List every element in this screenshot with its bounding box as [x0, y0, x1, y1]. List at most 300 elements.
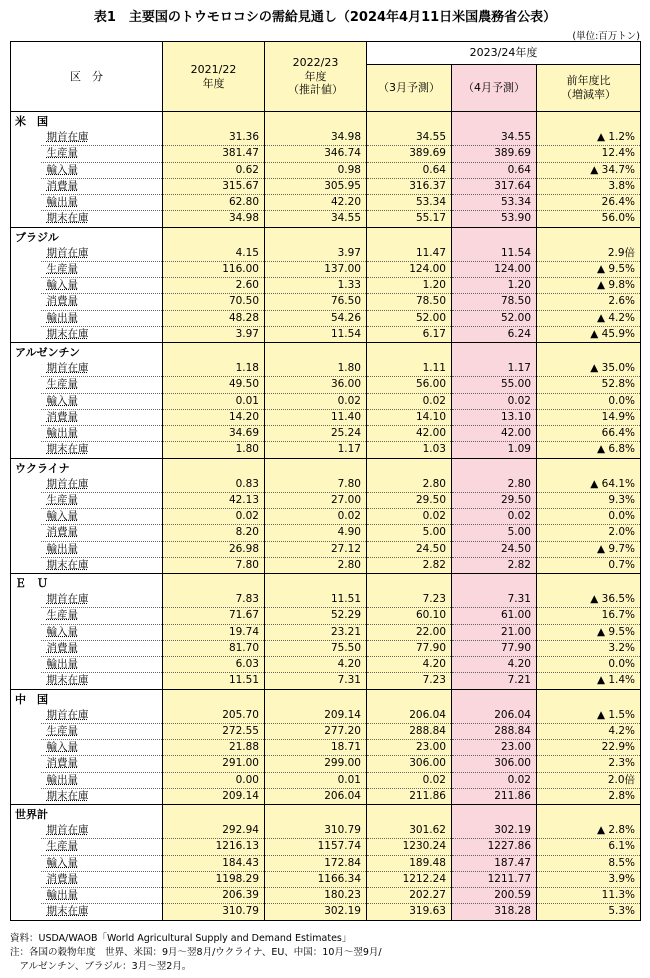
value-2021-22: 1.18 — [163, 361, 265, 377]
country-header-cell — [537, 805, 641, 824]
value-change: 5.3% — [537, 904, 641, 920]
row-indent — [11, 904, 41, 920]
table-row — [11, 509, 641, 525]
row-label: 輸出量 — [41, 541, 163, 557]
table-row — [11, 326, 641, 342]
table-row — [11, 657, 641, 673]
country-header-row — [11, 689, 641, 708]
value-2022-23: 137.00 — [265, 261, 367, 277]
unit-label: (単位:百万トン) — [572, 31, 640, 42]
table-header — [11, 42, 641, 112]
row-label: 生産量 — [41, 723, 163, 739]
value-2022-23: 34.55 — [265, 211, 367, 227]
row-indent — [11, 657, 41, 673]
value-2022-23: 302.19 — [265, 904, 367, 920]
value-2022-23: 76.50 — [265, 294, 367, 310]
row-indent — [11, 608, 41, 624]
value-march: 53.34 — [367, 195, 452, 211]
table-row — [11, 888, 641, 904]
row-label: 期首在庫 — [41, 130, 163, 146]
value-march: 77.90 — [367, 640, 452, 656]
country-name: アルゼンチン — [11, 343, 163, 362]
value-2021-22: 2.60 — [163, 278, 265, 294]
value-2022-23: 7.80 — [265, 477, 367, 493]
value-change: 8.5% — [537, 855, 641, 871]
value-2022-23: 310.79 — [265, 823, 367, 839]
value-change: ▲ 1.4% — [537, 673, 641, 689]
table-row — [11, 361, 641, 377]
country-header-cell — [265, 343, 367, 362]
value-april: 389.69 — [452, 146, 537, 162]
value-2021-22: 315.67 — [163, 178, 265, 194]
value-april: 2.80 — [452, 477, 537, 493]
row-indent — [11, 525, 41, 541]
value-2021-22: 184.43 — [163, 855, 265, 871]
row-label: 輸出量 — [41, 310, 163, 326]
value-march: 60.10 — [367, 608, 452, 624]
row-label: 期首在庫 — [41, 823, 163, 839]
row-indent — [11, 310, 41, 326]
row-indent — [11, 146, 41, 162]
value-march: 301.62 — [367, 823, 452, 839]
row-indent — [11, 509, 41, 525]
value-change: 2.8% — [537, 788, 641, 804]
row-indent — [11, 788, 41, 804]
value-2022-23: 54.26 — [265, 310, 367, 326]
row-indent — [11, 246, 41, 262]
table-row — [11, 377, 641, 393]
value-april: 23.00 — [452, 740, 537, 756]
country-header-row — [11, 112, 641, 131]
value-march: 24.50 — [367, 541, 452, 557]
value-2022-23: 11.51 — [265, 592, 367, 608]
row-label: 消費量 — [41, 178, 163, 194]
value-2021-22: 19.74 — [163, 624, 265, 640]
value-march: 55.17 — [367, 211, 452, 227]
value-march: 1230.24 — [367, 839, 452, 855]
value-april: 1227.86 — [452, 839, 537, 855]
value-2021-22: 381.47 — [163, 146, 265, 162]
value-march: 7.23 — [367, 673, 452, 689]
row-indent — [11, 723, 41, 739]
row-label: 輸入量 — [41, 393, 163, 409]
value-march: 389.69 — [367, 146, 452, 162]
value-2021-22: 310.79 — [163, 904, 265, 920]
value-april: 124.00 — [452, 261, 537, 277]
value-change: 2.3% — [537, 756, 641, 772]
value-change: ▲ 35.0% — [537, 361, 641, 377]
value-change: ▲ 6.8% — [537, 442, 641, 458]
value-april: 29.50 — [452, 492, 537, 508]
value-2021-22: 272.55 — [163, 723, 265, 739]
country-header-cell — [367, 574, 452, 593]
value-change: 3.2% — [537, 640, 641, 656]
country-group — [11, 805, 641, 921]
row-label: 消費量 — [41, 525, 163, 541]
row-indent — [11, 640, 41, 656]
value-march: 2.82 — [367, 557, 452, 573]
value-2022-23: 27.00 — [265, 492, 367, 508]
value-change: 56.0% — [537, 211, 641, 227]
value-april: 55.00 — [452, 377, 537, 393]
value-march: 23.00 — [367, 740, 452, 756]
value-march: 2.80 — [367, 477, 452, 493]
value-march: 5.00 — [367, 525, 452, 541]
table-row — [11, 178, 641, 194]
value-change: 6.1% — [537, 839, 641, 855]
row-indent — [11, 772, 41, 788]
row-indent — [11, 442, 41, 458]
value-change: 26.4% — [537, 195, 641, 211]
country-header-cell — [265, 689, 367, 708]
table-row — [11, 788, 641, 804]
row-indent — [11, 592, 41, 608]
value-2022-23: 305.95 — [265, 178, 367, 194]
value-2022-23: 7.31 — [265, 673, 367, 689]
country-header-cell — [367, 458, 452, 477]
value-march: 7.23 — [367, 592, 452, 608]
value-change: 22.9% — [537, 740, 641, 756]
table-row — [11, 723, 641, 739]
country-header-cell — [163, 689, 265, 708]
row-label: 消費量 — [41, 756, 163, 772]
row-indent — [11, 756, 41, 772]
table-row — [11, 855, 641, 871]
table-row — [11, 608, 641, 624]
value-april: 13.10 — [452, 409, 537, 425]
value-april: 5.00 — [452, 525, 537, 541]
table-row — [11, 211, 641, 227]
value-change: 2.0倍 — [537, 772, 641, 788]
country-group — [11, 227, 641, 343]
table-row — [11, 492, 641, 508]
value-april: 53.90 — [452, 211, 537, 227]
row-indent — [11, 823, 41, 839]
table-row — [11, 871, 641, 887]
value-2021-22: 7.80 — [163, 557, 265, 573]
country-group — [11, 689, 641, 805]
value-april: 7.21 — [452, 673, 537, 689]
country-header-cell — [163, 458, 265, 477]
country-header-cell — [452, 343, 537, 362]
value-april: 4.20 — [452, 657, 537, 673]
table-row — [11, 756, 641, 772]
value-2021-22: 292.94 — [163, 823, 265, 839]
value-march: 52.00 — [367, 310, 452, 326]
value-2021-22: 70.50 — [163, 294, 265, 310]
row-indent — [11, 673, 41, 689]
row-label: 生産量 — [41, 261, 163, 277]
value-change: ▲ 64.1% — [537, 477, 641, 493]
country-group — [11, 343, 641, 459]
value-april: 0.02 — [452, 772, 537, 788]
row-label: 期首在庫 — [41, 246, 163, 262]
value-march: 0.02 — [367, 509, 452, 525]
row-label: 期首在庫 — [41, 708, 163, 724]
country-header-cell — [537, 343, 641, 362]
value-2022-23: 172.84 — [265, 855, 367, 871]
value-march: 206.04 — [367, 708, 452, 724]
country-header-row — [11, 343, 641, 362]
country-header-cell — [367, 805, 452, 824]
row-indent — [11, 426, 41, 442]
value-change: 66.4% — [537, 426, 641, 442]
table-row — [11, 708, 641, 724]
header-2021-22: 2021/22 年度 — [163, 42, 265, 112]
row-label: 輸入量 — [41, 162, 163, 178]
table-row — [11, 130, 641, 146]
value-march: 6.17 — [367, 326, 452, 342]
supply-demand-table — [10, 41, 641, 921]
value-2022-23: 11.40 — [265, 409, 367, 425]
row-indent — [11, 557, 41, 573]
row-label: 期末在庫 — [41, 326, 163, 342]
value-march: 34.55 — [367, 130, 452, 146]
row-label: 消費量 — [41, 409, 163, 425]
value-march: 1.11 — [367, 361, 452, 377]
value-change: ▲ 4.2% — [537, 310, 641, 326]
value-april: 1.17 — [452, 361, 537, 377]
value-change: ▲ 9.5% — [537, 261, 641, 277]
value-change: 2.6% — [537, 294, 641, 310]
country-name: 米 国 — [11, 112, 163, 131]
country-header-cell — [537, 574, 641, 593]
value-change: 4.2% — [537, 723, 641, 739]
value-april: 318.28 — [452, 904, 537, 920]
country-header-cell — [163, 574, 265, 593]
row-label: 輸出量 — [41, 195, 163, 211]
country-header-cell — [265, 112, 367, 131]
value-change: ▲ 2.8% — [537, 823, 641, 839]
value-change: ▲ 1.2% — [537, 130, 641, 146]
value-change: 9.3% — [537, 492, 641, 508]
value-2021-22: 3.97 — [163, 326, 265, 342]
value-2022-23: 209.14 — [265, 708, 367, 724]
value-change: ▲ 1.5% — [537, 708, 641, 724]
value-change: 3.9% — [537, 871, 641, 887]
value-2022-23: 4.20 — [265, 657, 367, 673]
value-2022-23: 299.00 — [265, 756, 367, 772]
value-change: 12.4% — [537, 146, 641, 162]
value-april: 21.00 — [452, 624, 537, 640]
header-april-forecast: （4月予測） — [452, 65, 537, 112]
value-2022-23: 3.97 — [265, 246, 367, 262]
value-change: 0.0% — [537, 393, 641, 409]
value-2022-23: 1166.34 — [265, 871, 367, 887]
header-march-forecast: （3月予測） — [367, 65, 452, 112]
value-april: 187.47 — [452, 855, 537, 871]
row-indent — [11, 393, 41, 409]
value-march: 189.48 — [367, 855, 452, 871]
value-2021-22: 1.80 — [163, 442, 265, 458]
value-2022-23: 11.54 — [265, 326, 367, 342]
value-2022-23: 2.80 — [265, 557, 367, 573]
row-label: 期首在庫 — [41, 361, 163, 377]
value-march: 124.00 — [367, 261, 452, 277]
row-indent — [11, 326, 41, 342]
value-march: 0.02 — [367, 393, 452, 409]
value-march: 1212.24 — [367, 871, 452, 887]
row-indent — [11, 294, 41, 310]
row-label: 消費量 — [41, 294, 163, 310]
value-2021-22: 0.01 — [163, 393, 265, 409]
value-april: 0.02 — [452, 393, 537, 409]
country-header-cell — [163, 112, 265, 131]
value-2022-23: 23.21 — [265, 624, 367, 640]
value-2021-22: 0.00 — [163, 772, 265, 788]
row-label: 輸出量 — [41, 888, 163, 904]
value-march: 14.10 — [367, 409, 452, 425]
value-april: 78.50 — [452, 294, 537, 310]
country-header-cell — [163, 343, 265, 362]
value-2021-22: 7.83 — [163, 592, 265, 608]
value-2021-22: 42.13 — [163, 492, 265, 508]
value-april: 302.19 — [452, 823, 537, 839]
value-change: 0.0% — [537, 657, 641, 673]
value-april: 6.24 — [452, 326, 537, 342]
country-header-cell — [367, 227, 452, 246]
table-row — [11, 442, 641, 458]
value-change: ▲ 36.5% — [537, 592, 641, 608]
country-name: ウクライナ — [11, 458, 163, 477]
row-indent — [11, 409, 41, 425]
row-label: 生産量 — [41, 492, 163, 508]
country-header-cell — [265, 227, 367, 246]
row-indent — [11, 839, 41, 855]
value-april: 306.00 — [452, 756, 537, 772]
header-yoy-change: 前年度比 （増減率） — [537, 65, 641, 112]
value-april: 317.64 — [452, 178, 537, 194]
value-2022-23: 180.23 — [265, 888, 367, 904]
value-2022-23: 346.74 — [265, 146, 367, 162]
row-label: 輸入量 — [41, 624, 163, 640]
table-row — [11, 904, 641, 920]
country-header-cell — [537, 458, 641, 477]
row-label: 期首在庫 — [41, 592, 163, 608]
value-2021-22: 1216.13 — [163, 839, 265, 855]
value-2022-23: 25.24 — [265, 426, 367, 442]
row-indent — [11, 178, 41, 194]
row-indent — [11, 708, 41, 724]
value-april: 200.59 — [452, 888, 537, 904]
value-2022-23: 1.80 — [265, 361, 367, 377]
country-header-cell — [163, 227, 265, 246]
row-indent — [11, 492, 41, 508]
value-april: 77.90 — [452, 640, 537, 656]
value-2022-23: 1157.74 — [265, 839, 367, 855]
value-2021-22: 0.83 — [163, 477, 265, 493]
row-indent — [11, 855, 41, 871]
value-march: 211.86 — [367, 788, 452, 804]
table-row — [11, 146, 641, 162]
country-header-cell — [163, 805, 265, 824]
page-title: 表1 主要国のトウモロコシの需給見通し（2024年4月11日米国農務省公表） — [93, 10, 557, 25]
value-april: 24.50 — [452, 541, 537, 557]
row-label: 生産量 — [41, 377, 163, 393]
row-indent — [11, 888, 41, 904]
value-2021-22: 0.62 — [163, 162, 265, 178]
country-header-row — [11, 574, 641, 593]
country-header-row — [11, 227, 641, 246]
value-2022-23: 18.71 — [265, 740, 367, 756]
country-group — [11, 458, 641, 574]
value-2022-23: 42.20 — [265, 195, 367, 211]
value-2022-23: 34.98 — [265, 130, 367, 146]
header-category: 区 分 — [11, 42, 163, 112]
row-indent — [11, 195, 41, 211]
table-row — [11, 278, 641, 294]
row-label: 輸入量 — [41, 740, 163, 756]
value-march: 288.84 — [367, 723, 452, 739]
value-2021-22: 48.28 — [163, 310, 265, 326]
value-2022-23: 0.02 — [265, 393, 367, 409]
footnote-2: アルゼンチン、ブラジル：3月～翌2月。 — [10, 961, 192, 972]
value-april: 2.82 — [452, 557, 537, 573]
country-header-cell — [537, 112, 641, 131]
table-row — [11, 310, 641, 326]
table-row — [11, 294, 641, 310]
row-label: 生産量 — [41, 608, 163, 624]
table-row — [11, 839, 641, 855]
country-header-row — [11, 458, 641, 477]
country-header-cell — [265, 574, 367, 593]
value-april: 34.55 — [452, 130, 537, 146]
value-2021-22: 1198.29 — [163, 871, 265, 887]
country-name: Ｅ Ｕ — [11, 574, 163, 593]
value-march: 22.00 — [367, 624, 452, 640]
row-label: 期末在庫 — [41, 442, 163, 458]
row-indent — [11, 278, 41, 294]
row-indent — [11, 130, 41, 146]
country-header-row — [11, 805, 641, 824]
row-label: 輸入量 — [41, 855, 163, 871]
country-name: 中 国 — [11, 689, 163, 708]
value-2021-22: 34.69 — [163, 426, 265, 442]
row-label: 輸出量 — [41, 772, 163, 788]
value-2021-22: 206.39 — [163, 888, 265, 904]
value-april: 0.64 — [452, 162, 537, 178]
country-name: 世界計 — [11, 805, 163, 824]
value-april: 11.54 — [452, 246, 537, 262]
value-march: 319.63 — [367, 904, 452, 920]
value-april: 1.20 — [452, 278, 537, 294]
source-note: 資料：USDA/WAOB「World Agricultural Supply and Demand Estimates」 — [10, 933, 352, 944]
value-2021-22: 34.98 — [163, 211, 265, 227]
value-2021-22: 21.88 — [163, 740, 265, 756]
row-label: 輸入量 — [41, 278, 163, 294]
value-april: 1.09 — [452, 442, 537, 458]
country-header-cell — [452, 574, 537, 593]
value-march: 0.02 — [367, 772, 452, 788]
table-row — [11, 261, 641, 277]
value-april: 52.00 — [452, 310, 537, 326]
row-indent — [11, 361, 41, 377]
header-2022-23: 2022/23 年度 （推計値） — [265, 42, 367, 112]
value-change: 16.7% — [537, 608, 641, 624]
value-change: 0.7% — [537, 557, 641, 573]
value-april: 206.04 — [452, 708, 537, 724]
table-row — [11, 673, 641, 689]
country-group — [11, 574, 641, 690]
table-row — [11, 592, 641, 608]
country-header-cell — [452, 458, 537, 477]
header-2023-24: 2023/24年度 — [367, 42, 641, 65]
country-name: ブラジル — [11, 227, 163, 246]
value-change: ▲ 9.7% — [537, 541, 641, 557]
table-row — [11, 541, 641, 557]
value-2022-23: 27.12 — [265, 541, 367, 557]
row-indent — [11, 377, 41, 393]
